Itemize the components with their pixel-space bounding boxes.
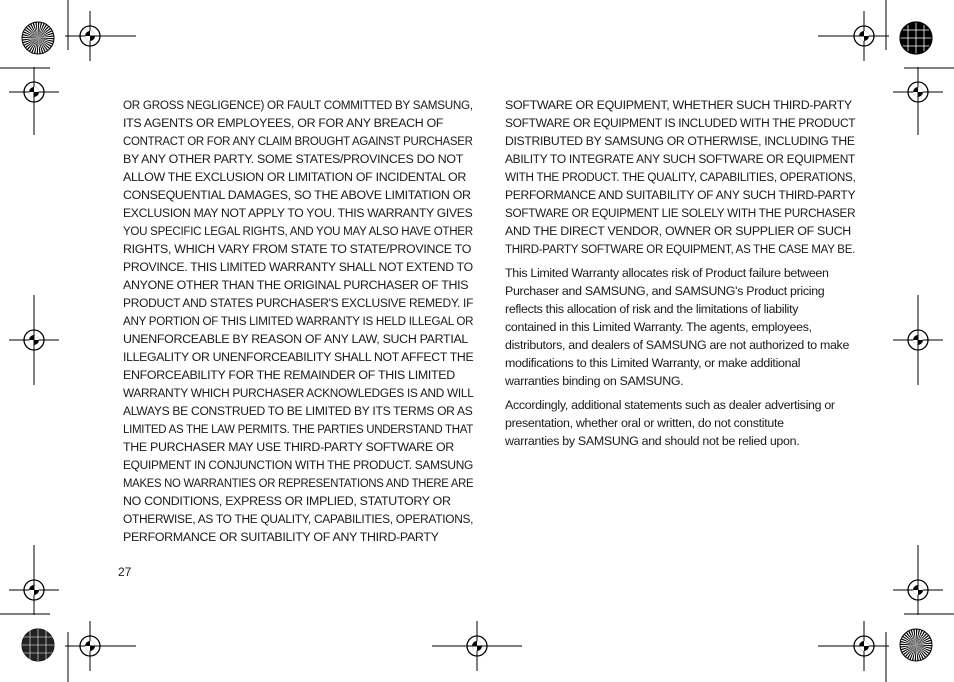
- text-line: ENFORCEABILITY FOR THE REMAINDER OF THIS LIMITED: [123, 368, 455, 382]
- starburst-mark-top-left: [22, 22, 54, 54]
- text-line: PERFORMANCE OR SUITABILITY OF ANY THIRD-PARTY: [123, 530, 439, 544]
- text-line: THIRD-PARTY SOFTWARE OR EQUIPMENT, AS THE CASE MAY BE.: [505, 242, 856, 256]
- text-line: OR GROSS NEGLIGENCE) OR FAULT COMMITTED BY SAMSUNG,: [123, 98, 473, 112]
- text-line: ILLEGALITY OR UNENFORCEABILITY SHALL NOT AFFECT THE: [123, 350, 474, 364]
- text-line: AND THE DIRECT VENDOR, OWNER OR SUPPLIER OF SUCH: [505, 224, 851, 238]
- text-line: This Limited Warranty allocates risk of Product failure between: [505, 266, 829, 280]
- text-line: NO CONDITIONS, EXPRESS OR IMPLIED, STATUTORY OR: [123, 494, 451, 508]
- text-line: EXCLUSION MAY NOT APPLY TO YOU. THIS WARRANTY GIVES: [123, 206, 473, 220]
- text-line: reflects this allocation of risk and the limitations of liability: [505, 302, 799, 316]
- text-line: distributors, and dealers of SAMSUNG are not authorized to make: [505, 338, 850, 352]
- text-line: contained in this Limited Warranty. The agents, employees,: [505, 320, 812, 334]
- text-line: ALLOW THE EXCLUSION OR LIMITATION OF INCIDENTAL OR: [123, 170, 466, 184]
- text-line: warranties binding on SAMSUNG.: [505, 374, 684, 388]
- text-line: PRODUCT AND STATES PURCHASER'S EXCLUSIVE REMEDY. IF: [123, 296, 474, 310]
- text-line: YOU SPECIFIC LEGAL RIGHTS, AND YOU MAY ALSO HAVE OTHER: [123, 224, 473, 238]
- text-line: ANYONE OTHER THAN THE ORIGINAL PURCHASER OF THIS: [123, 278, 469, 292]
- text-line: ANY PORTION OF THIS LIMITED WARRANTY IS HELD ILLEGAL OR: [123, 314, 474, 328]
- left-text-column: [123, 96, 473, 546]
- text-line: ALWAYS BE CONSTRUED TO BE LIMITED BY ITS TERMS OR AS: [123, 404, 473, 418]
- text-line: PERFORMANCE AND SUITABILITY OF ANY SUCH THIRD-PARTY: [505, 188, 856, 202]
- text-line: WITH THE PRODUCT. THE QUALITY, CAPABILITIES, OPERATIONS,: [505, 170, 856, 184]
- text-line: warranties by SAMSUNG and should not be relied upon.: [505, 434, 800, 448]
- text-line: CONTRACT OR FOR ANY CLAIM BROUGHT AGAINST PURCHASER: [123, 134, 473, 148]
- text-line: Accordingly, additional statements such as dealer advertising or: [505, 398, 835, 412]
- text-line: SOFTWARE OR EQUIPMENT IS INCLUDED WITH THE PRODUCT: [505, 116, 856, 130]
- text-line: LIMITED AS THE LAW PERMITS. THE PARTIES UNDERSTAND THAT: [123, 422, 474, 436]
- text-line: modifications to this Limited Warranty, or make additional: [505, 356, 801, 370]
- text-line: WARRANTY WHICH PURCHASER ACKNOWLEDGES IS AND WILL: [123, 386, 474, 400]
- text-line: PROVINCE. THIS LIMITED WARRANTY SHALL NOT EXTEND TO: [123, 260, 473, 274]
- text-line: MAKES NO WARRANTIES OR REPRESENTATIONS AND THERE ARE: [123, 476, 474, 490]
- page-number: 27: [118, 565, 132, 579]
- grid-disc-bottom-left: [22, 629, 54, 661]
- text-line: OTHERWISE, AS TO THE QUALITY, CAPABILITIES, OPERATIONS,: [123, 512, 474, 526]
- text-line: BY ANY OTHER PARTY. SOME STATES/PROVINCES DO NOT: [123, 152, 463, 166]
- grid-disc-top-right: [900, 22, 932, 54]
- text-line: RIGHTS, WHICH VARY FROM STATE TO STATE/PROVINCE TO: [123, 242, 472, 256]
- text-line: ABILITY TO INTEGRATE ANY SUCH SOFTWARE OR EQUIPMENT: [505, 152, 856, 166]
- text-line: CONSEQUENTIAL DAMAGES, SO THE ABOVE LIMITATION OR: [123, 188, 471, 202]
- paragraph: [505, 396, 855, 450]
- paragraph: [505, 96, 855, 258]
- text-line: presentation, whether oral or written, do not constitute: [505, 416, 784, 430]
- text-line: SOFTWARE OR EQUIPMENT, WHETHER SUCH THIRD-PARTY: [505, 98, 852, 112]
- text-line: ITS AGENTS OR EMPLOYEES, OR FOR ANY BREACH OF: [123, 116, 444, 130]
- text-line: UNENFORCEABLE BY REASON OF ANY LAW, SUCH PARTIAL: [123, 332, 469, 346]
- starburst-mark-bottom-right: [900, 629, 932, 661]
- text-line: DISTRIBUTED BY SAMSUNG OR OTHERWISE, INCLUDING THE: [505, 134, 855, 148]
- text-line: THE PURCHASER MAY USE THIRD-PARTY SOFTWARE OR: [123, 440, 454, 454]
- paragraph: [505, 264, 855, 390]
- text-line: SOFTWARE OR EQUIPMENT LIE SOLELY WITH THE PURCHASER: [505, 206, 856, 220]
- right-text-column: [505, 96, 855, 450]
- text-line: EQUIPMENT IN CONJUNCTION WITH THE PRODUCT. SAMSUNG: [123, 458, 474, 472]
- text-line: Purchaser and SAMSUNG, and SAMSUNG's Product pricing: [505, 284, 825, 298]
